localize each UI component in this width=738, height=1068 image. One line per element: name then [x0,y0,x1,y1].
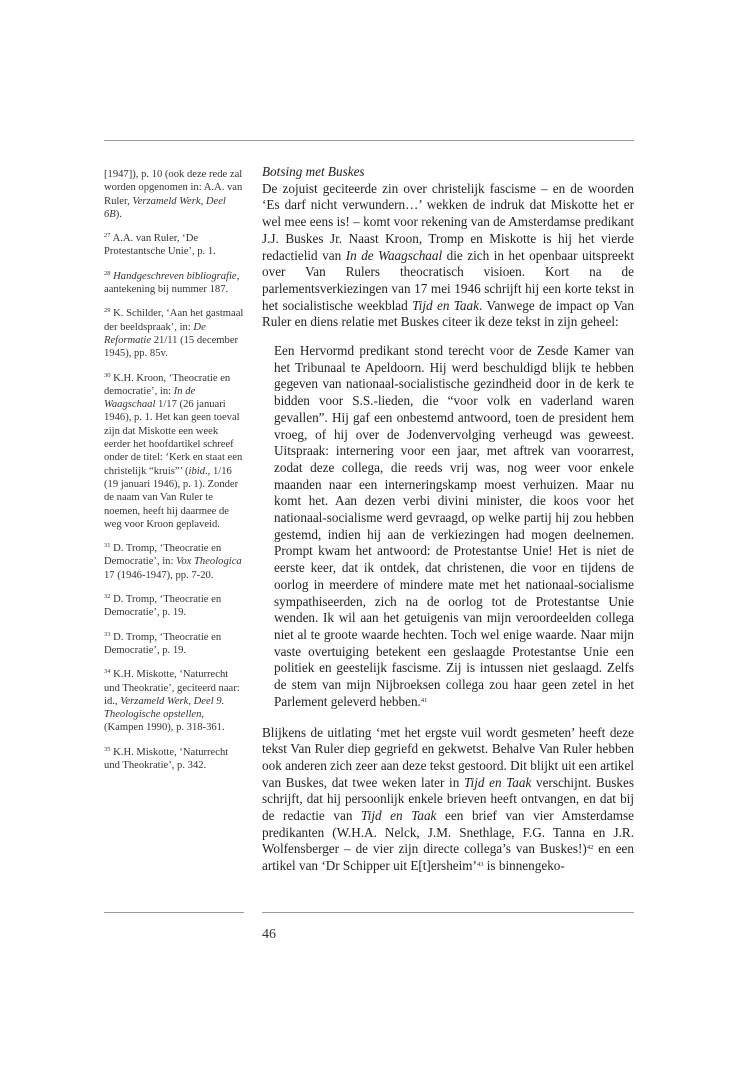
text-run: De zojuist geciteerde zin over christelijk fascisme – en de woorden ‘Es darf nicht verwundern…’ wekken de indruk dat Miskotte het er wel mee eens is! – komt voor rekening van de Amsterdamse predikant J.J. Buskes Jr. Naast Kroon, Tromp en Miskotte is hij het vierde redactielid van [262,180,634,263]
footnote-34 [104,668,246,734]
footnote-number: 33 [104,630,111,638]
text-run: , (Kampen 1990), p. 318-361. [104,709,225,734]
text-run: [1947]), p. 10 (ook deze rede zal worden opgenomen in: A.A. van Ruler, [104,169,243,207]
text-run: en een artikel van ‘Dr Schipper uit E[t]ersheim’ [262,841,635,874]
page-number: 46 [262,927,276,942]
section-heading: Botsing met Buskes [262,164,365,179]
italic-text: Verzameld Werk, Deel 9. Theologische opstellen [104,695,225,721]
body-paragraph [262,181,634,331]
header-rule [104,140,634,141]
footnote-32 [104,593,246,620]
footnote-number: 29 [104,307,111,315]
note-reference: 42 [586,844,594,852]
footnote-27 [104,232,246,259]
text-run: die zich in het openbaar uitspreekt over Van Rulers theocratisch visioen. Kort na de parlementsverkiezingen van 17 mei 1946 schrijft hij een korte tekst in het socialistische weekblad [262,247,634,313]
footnote-number: 32 [104,593,111,601]
block-quote [274,343,634,710]
footnote-continued [104,168,246,221]
text-run: verschijnt. Buskes schrijft, dat hij persoonlijk enkele brieven heeft ontvangen, en dat bij de redactie van [262,774,635,824]
italic-text: Handgeschreven bibliografie [113,270,237,282]
text-run: is binnengeko- [483,858,565,874]
footnote-29 [104,307,246,360]
main-paragraphs [262,181,634,875]
text-run: D. Tromp, ‘Theocratie en Democratie’, p. 19. [104,594,222,619]
footnote-column [104,168,246,783]
italic-text: Vox Theologica [176,556,242,568]
italic-text: Tijd en Taak [463,774,532,790]
footnote-number: 34 [104,668,111,676]
text-run: ). [115,208,122,220]
italic-text: ibid [188,465,206,477]
text-run: Een Hervormd predikant stond terecht voor de Zesde Kamer van het Tribunaal te Apeldoorn. Hij werd beschuldigd blijk te hebben gegeven van nationaal-socialistische gezindheid door in de kerk te bidden voor S.S.-lieden, die “voor volk en vaderland waren gevallen”. Hij gaf een onbestemd antwoord, toen de president hem vroeg, of hij over de Jodenvervolging verheugd was geweest. Uitspraak: internering voor een jaar, met aftrek van voorarrest, zodat deze collega, die reeds vrij was, nog weer voor enkele maanden naar een interneringskamp moest verhuizen. Maar nu komt het. Aan dezen verbi divini minister, die koos voor het nationaal-socialisme werd gevraagd, op welke partij hij zou hebben gestemd, indien hij aan de verkiezingen had mogen deelnemen. Prompt kwam het antwoord: de Protestantse Unie! Het is niet de eerste keer, dat ik ontdek, dat christenen, die voor en tijdens de oorlog in meerdere of mindere mate met het nationaal-socialisme sympathiseerden, zich na de oorlog tot de Protestantse Unie wenden. Ik wil aan het getuigenis van mijn veroordeelden collega niet al te groote waarde hechten. Toch wel enige waarde. Naar mijn vaste overtuiging betekent een geslaagde Protestantse Unie een politiek en geestelijk fascisme. Zij is intussen niet geslaagd. Zelfs de stem van mijn Nijbroeksen collega zou haar geen zetel in het Parlement geleverd hebben. [274,343,634,709]
text-run: . Vanwege de impact op Van Ruler en diens relatie met Buskes citeer ik deze tekst in zijn geheel: [262,297,634,330]
footnote-31 [104,542,246,582]
footnote-35 [104,746,246,773]
main-text-column [262,164,634,875]
text-run: ., 1/16 (19 januari 1946), p. 1). Zonder de naam van Van Ruler te noemen, heeft hij daarmee de weg voor Kroon geplaveid. [104,465,239,530]
footnote-28 [104,270,246,297]
italic-text: In de Waagschaal [104,385,196,411]
text-run: K. Schilder, ‘Aan het gastmaal der beeldspraak’, in: [104,308,244,333]
note-reference: 43 [476,861,484,869]
italic-text: De Reformatie [104,321,206,346]
footnote-bottom-rule [104,912,244,913]
main-bottom-rule [262,912,634,913]
text-run: 17 (1946-1947), pp. 7-20. [104,569,214,581]
footnote-number: 27 [104,232,111,240]
footnote-number: 28 [104,269,111,277]
italic-text: Tijd en Taak [412,297,479,313]
italic-text: Verzameld Werk, Deel 6B [104,195,226,220]
footnote-33 [104,631,246,658]
italic-text: In de Waagschaal [345,247,443,263]
note-reference: 41 [420,696,428,704]
text-run: K.H. Miskotte, ‘Naturrecht und Theokratie’, geciteerd naar: id., [104,669,240,707]
text-run: Blijkens de uitlating ‘met het ergste vuil wordt gesmeten’ heeft deze tekst Van Ruler diep gegriefd en gekwetst. Behalve Van Ruler hebben ook anderen zich zeer aan deze tekst gestoord. Dit blijkt uit een artikel van Buskes, dat twee weken later in [262,724,634,790]
footnote-30 [104,372,246,532]
text-run: D. Tromp, ‘Theocratie en Democratie’, p. 19. [104,631,222,656]
text-run: 21/11 (15 december 1945), pp. 85v. [104,334,239,360]
footnote-number: 31 [104,542,111,550]
text-run: K.H. Miskotte, ‘Naturrecht und Theokratie’, p. 342. [104,746,229,771]
body-paragraph [262,725,634,875]
footnote-number: 30 [104,371,111,379]
text-run: , aantekening bij nummer 187. [104,270,240,296]
footnote-number: 35 [104,745,111,753]
text-run: D. Tromp, ‘Theocratie en Democratie’, in: [104,543,222,568]
text-run: 1/17 (26 januari 1946), p. 1. Het kan geen toeval zijn dat Miskotte een week eerder het hoofdartikel schreef onder de titel: ‘Kerk en staat een christelijk “kruis”’ ( [104,399,243,477]
text-run: K.H. Kroon, ‘Theocratie en democratie’, in: [104,372,231,397]
text-run: een brief van vier Amsterdamse predikanten (W.H.A. Nelck, J.M. Snethlage, F.G. Tanna en J.R. Wolfensberger – de vier zijn directe collega’s van Buskes!) [262,808,634,857]
italic-text: Tijd en Taak [361,808,437,824]
text-run: A.A. van Ruler, ‘De Protestantsche Unie’, p. 1. [104,233,216,258]
